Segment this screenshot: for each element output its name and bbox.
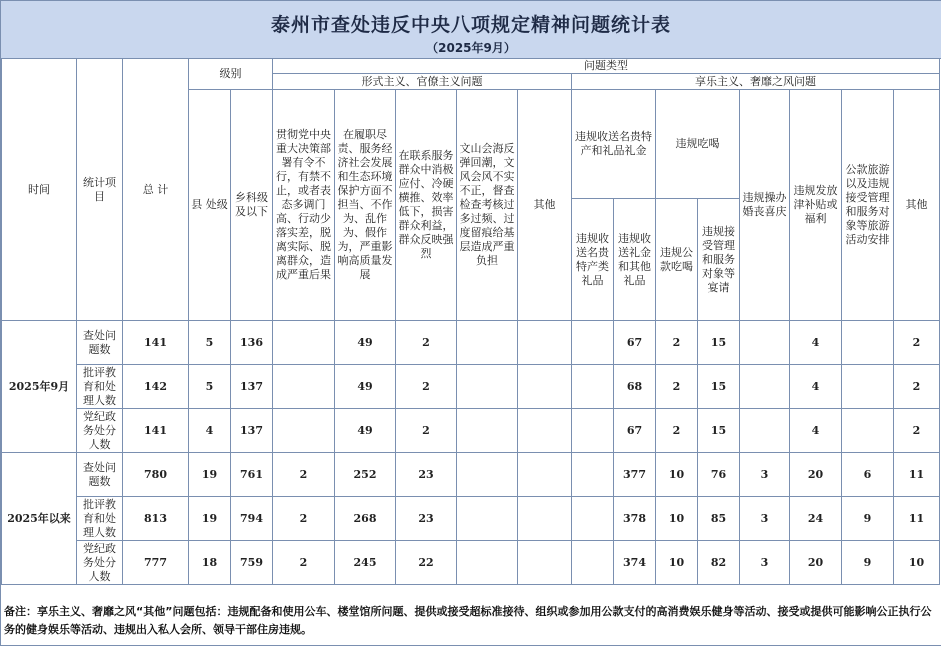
gift-specialty-cell — [572, 453, 614, 497]
gift-money-cell: 67 — [614, 409, 656, 453]
township-cell: 137 — [231, 365, 273, 409]
formalism-other-cell — [518, 409, 572, 453]
total-cell: 142 — [123, 365, 189, 409]
header-formalism-4: 文山会海反弹回潮，文风会风不实不正，督查检查考核过多过频、过度留痕给基层造成严重负担 — [457, 90, 518, 321]
formalism-4-cell — [457, 541, 518, 585]
eat-banquet-cell: 76 — [698, 453, 740, 497]
table-row — [2, 453, 940, 497]
header-eat: 违规吃喝 — [656, 90, 740, 199]
township-cell: 794 — [231, 497, 273, 541]
table-row — [2, 409, 940, 453]
travel-cell — [842, 321, 894, 365]
eat-banquet-cell: 82 — [698, 541, 740, 585]
statistics-table — [1, 58, 940, 585]
header-formalism: 形式主义、官僚主义问题 — [273, 74, 572, 90]
eat-banquet-cell: 15 — [698, 365, 740, 409]
formalism-3-cell: 2 — [396, 321, 457, 365]
gift-specialty-cell — [572, 497, 614, 541]
formalism-4-cell — [457, 453, 518, 497]
formalism-3-cell: 23 — [396, 453, 457, 497]
gift-specialty-cell — [572, 541, 614, 585]
header-eat-banquet: 违规接受管理和服务对象等宴请 — [698, 199, 740, 321]
item-cell: 党纪政务处分人数 — [77, 409, 123, 453]
county-cell: 5 — [189, 365, 231, 409]
header-gift-money: 违规收送礼金和其他礼品 — [614, 199, 656, 321]
wedding-cell — [740, 321, 790, 365]
travel-cell: 9 — [842, 497, 894, 541]
header-level: 级别 — [189, 59, 273, 90]
eat-public-cell: 10 — [656, 497, 698, 541]
total-cell: 780 — [123, 453, 189, 497]
header-county-level: 县 处级 — [189, 90, 231, 321]
travel-cell — [842, 365, 894, 409]
gift-money-cell: 67 — [614, 321, 656, 365]
gift-specialty-cell — [572, 321, 614, 365]
header-problem-type: 问题类型 — [273, 59, 940, 74]
formalism-other-cell — [518, 321, 572, 365]
formalism-3-cell: 2 — [396, 365, 457, 409]
eat-public-cell: 2 — [656, 365, 698, 409]
formalism-1-cell: 2 — [273, 453, 335, 497]
formalism-2-cell: 49 — [335, 409, 396, 453]
county-cell: 19 — [189, 497, 231, 541]
header-gift-specialty: 违规收送名贵特产类礼品 — [572, 199, 614, 321]
table-row — [2, 541, 940, 585]
county-cell: 18 — [189, 541, 231, 585]
formalism-2-cell: 252 — [335, 453, 396, 497]
formalism-3-cell: 22 — [396, 541, 457, 585]
wedding-cell — [740, 365, 790, 409]
eat-public-cell: 2 — [656, 409, 698, 453]
total-cell: 141 — [123, 409, 189, 453]
table-row — [2, 365, 940, 409]
subsidy-cell: 4 — [790, 321, 842, 365]
formalism-2-cell: 245 — [335, 541, 396, 585]
gift-money-cell: 68 — [614, 365, 656, 409]
hedonism-other-cell: 11 — [894, 453, 940, 497]
header-gift: 违规收送名贵特产和礼品礼金 — [572, 90, 656, 199]
subsidy-cell: 20 — [790, 453, 842, 497]
page-title: 泰州市查处违反中央八项规定精神问题统计表 — [270, 14, 671, 36]
item-cell: 批评教育和处理人数 — [77, 497, 123, 541]
formalism-4-cell — [457, 321, 518, 365]
formalism-2-cell: 49 — [335, 321, 396, 365]
formalism-4-cell — [457, 497, 518, 541]
gift-specialty-cell — [572, 365, 614, 409]
formalism-2-cell: 268 — [335, 497, 396, 541]
item-cell: 党纪政务处分人数 — [77, 541, 123, 585]
subsidy-cell: 4 — [790, 409, 842, 453]
hedonism-other-cell: 2 — [894, 321, 940, 365]
period-cell: 2025年以来 — [2, 453, 77, 585]
travel-cell — [842, 409, 894, 453]
header-total: 总 计 — [123, 59, 189, 321]
eat-public-cell: 10 — [656, 453, 698, 497]
hedonism-other-cell: 10 — [894, 541, 940, 585]
hedonism-other-cell: 11 — [894, 497, 940, 541]
gift-money-cell: 378 — [614, 497, 656, 541]
header-formalism-other: 其他 — [518, 90, 572, 321]
formalism-4-cell — [457, 409, 518, 453]
eat-public-cell: 2 — [656, 321, 698, 365]
header-wedding: 违规操办婚丧喜庆 — [740, 90, 790, 321]
formalism-2-cell: 49 — [335, 365, 396, 409]
table-row — [2, 497, 940, 541]
item-cell: 查处问题数 — [77, 453, 123, 497]
item-cell: 查处问题数 — [77, 321, 123, 365]
gift-specialty-cell — [572, 409, 614, 453]
item-cell: 批评教育和处理人数 — [77, 365, 123, 409]
subsidy-cell: 24 — [790, 497, 842, 541]
formalism-1-cell — [273, 409, 335, 453]
header-item: 统计项目 — [77, 59, 123, 321]
table-row — [2, 321, 940, 365]
formalism-3-cell: 2 — [396, 409, 457, 453]
formalism-other-cell — [518, 497, 572, 541]
township-cell: 137 — [231, 409, 273, 453]
header-formalism-1: 贯彻党中央重大决策部署有令不行，有禁不止，或者表态多调门高、行动少落实差，脱离实际、脱离群众，造成严重后果 — [273, 90, 335, 321]
header-subsidy: 违规发放津补贴或福利 — [790, 90, 842, 321]
subsidy-cell: 4 — [790, 365, 842, 409]
township-cell: 136 — [231, 321, 273, 365]
formalism-other-cell — [518, 365, 572, 409]
township-cell: 759 — [231, 541, 273, 585]
header-township-level: 乡科级及以下 — [231, 90, 273, 321]
eat-banquet-cell: 15 — [698, 409, 740, 453]
page-subtitle: （2025年9月） — [426, 41, 516, 55]
header-hedonism: 享乐主义、奢靡之风问题 — [572, 74, 940, 90]
period-cell: 2025年9月 — [2, 321, 77, 453]
formalism-4-cell — [457, 365, 518, 409]
header-travel: 公款旅游以及违规接受管理和服务对象等旅游活动安排 — [842, 90, 894, 321]
header-time: 时间 — [2, 59, 77, 321]
footnote: 备注：享乐主义、奢靡之风“其他”问题包括：违规配备和使用公车、楼堂馆所问题、提供或接受超标准接待、组织或参加用公款支付的高消费娱乐健身等活动、接受或提供可能影响公正执行公务的健身娱乐等活动、违规出入私人会所、领导干部住房违规。 — [4, 605, 932, 636]
wedding-cell: 3 — [740, 453, 790, 497]
eat-public-cell: 10 — [656, 541, 698, 585]
travel-cell: 6 — [842, 453, 894, 497]
wedding-cell — [740, 409, 790, 453]
header-formalism-3: 在联系服务群众中消极应付、冷硬横推、效率低下，损害群众利益，群众反映强烈 — [396, 90, 457, 321]
eat-banquet-cell: 85 — [698, 497, 740, 541]
total-cell: 813 — [123, 497, 189, 541]
township-cell: 761 — [231, 453, 273, 497]
header-eat-public: 违规公款吃喝 — [656, 199, 698, 321]
travel-cell: 9 — [842, 541, 894, 585]
formalism-1-cell: 2 — [273, 541, 335, 585]
wedding-cell: 3 — [740, 497, 790, 541]
formalism-3-cell: 23 — [396, 497, 457, 541]
county-cell: 19 — [189, 453, 231, 497]
gift-money-cell: 374 — [614, 541, 656, 585]
formalism-1-cell: 2 — [273, 497, 335, 541]
title-band — [1, 1, 941, 59]
county-cell: 5 — [189, 321, 231, 365]
county-cell: 4 — [189, 409, 231, 453]
total-cell: 141 — [123, 321, 189, 365]
formalism-other-cell — [518, 541, 572, 585]
gift-money-cell: 377 — [614, 453, 656, 497]
wedding-cell: 3 — [740, 541, 790, 585]
formalism-1-cell — [273, 365, 335, 409]
eat-banquet-cell: 15 — [698, 321, 740, 365]
formalism-other-cell — [518, 453, 572, 497]
total-cell: 777 — [123, 541, 189, 585]
hedonism-other-cell: 2 — [894, 409, 940, 453]
header-hedonism-other: 其他 — [894, 90, 940, 321]
header-formalism-2: 在履职尽责、服务经济社会发展和生态环境保护方面不担当、不作为、乱作为、假作为，严重影响高质量发展 — [335, 90, 396, 321]
subsidy-cell: 20 — [790, 541, 842, 585]
formalism-1-cell — [273, 321, 335, 365]
hedonism-other-cell: 2 — [894, 365, 940, 409]
